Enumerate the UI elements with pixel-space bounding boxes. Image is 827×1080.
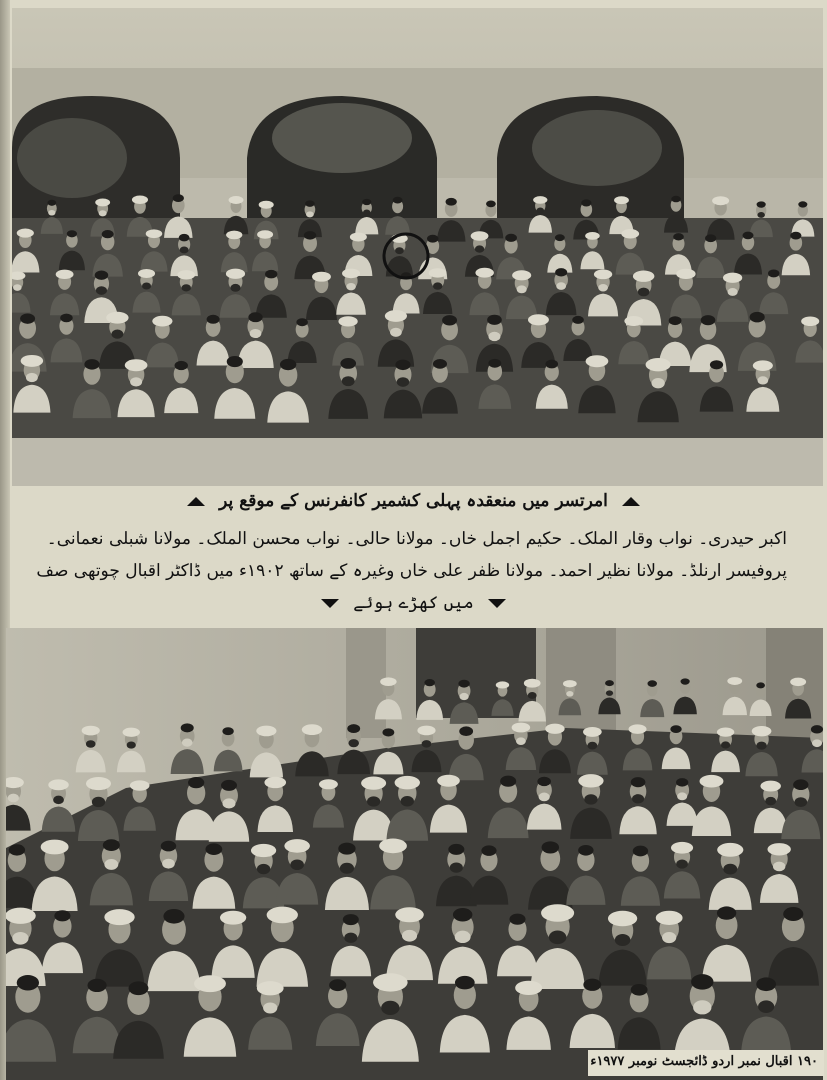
person-headwear: [343, 914, 359, 925]
person-beard: [142, 283, 151, 290]
person-beard: [290, 859, 304, 870]
person-headwear: [229, 196, 244, 204]
person-beard: [48, 210, 55, 216]
person-headwear: [385, 310, 407, 322]
person-headwear: [442, 315, 457, 325]
person-headwear: [17, 975, 39, 990]
person-headwear: [319, 779, 338, 789]
person-headwear: [130, 780, 150, 790]
person-headwear: [382, 728, 394, 736]
person-headwear: [586, 355, 609, 367]
person-headwear: [578, 774, 603, 787]
person-headwear: [760, 781, 781, 792]
person-headwear: [125, 359, 148, 371]
person-beard: [587, 742, 597, 750]
person-beard: [222, 798, 235, 808]
person-headwear: [798, 201, 807, 207]
person-headwear: [347, 724, 360, 733]
triangle-up-icon: [187, 497, 205, 506]
person-headwear: [705, 234, 716, 242]
person-beard: [342, 376, 355, 386]
caption-title: امرتسر میں منعقدہ پہلی کشمیر کانفرنس کے موقع پر: [219, 491, 608, 511]
person-headwear: [152, 316, 172, 327]
person-beard: [584, 794, 597, 804]
person-headwear: [280, 359, 296, 370]
person-headwear: [671, 842, 693, 854]
person-headwear: [509, 914, 525, 925]
person-headwear: [20, 313, 35, 323]
person-headwear: [380, 677, 396, 686]
person-beard: [13, 284, 22, 291]
person-headwear: [226, 269, 245, 279]
person-headwear: [555, 234, 565, 241]
person-headwear: [342, 269, 360, 279]
person-headwear: [264, 777, 286, 788]
person-headwear: [338, 316, 357, 326]
person-headwear: [475, 268, 493, 278]
person-beard: [723, 864, 737, 875]
person-headwear: [173, 194, 184, 202]
person-headwear: [585, 232, 600, 240]
person-headwear: [750, 312, 765, 322]
person-headwear: [106, 312, 128, 324]
person-beard: [693, 1000, 711, 1014]
person-headwear: [648, 680, 657, 687]
person-headwear: [541, 904, 574, 922]
person-beard: [26, 373, 38, 382]
page-footer: ۱۹۰ اقبال نمبر اردو ڈائجسٹ نومبر ۱۹۷۷ء: [588, 1050, 824, 1076]
person-headwear: [753, 360, 773, 371]
person-beard: [812, 739, 822, 747]
person-beard: [433, 282, 442, 289]
person-beard: [127, 741, 136, 748]
person-headwear: [581, 199, 591, 206]
person-beard: [346, 283, 356, 290]
person-beard: [8, 794, 19, 803]
person-headwear: [670, 725, 681, 733]
person-headwear: [17, 228, 34, 237]
person-headwear: [545, 360, 558, 369]
person-beard: [488, 332, 500, 341]
person-headwear: [633, 271, 654, 282]
person-headwear: [433, 359, 447, 369]
person-headwear: [424, 679, 435, 686]
person-headwear: [621, 229, 639, 238]
person-headwear: [631, 984, 648, 996]
person-headwear: [583, 727, 602, 737]
person-beard: [455, 931, 471, 943]
person-beard: [756, 742, 766, 750]
person-headwear: [95, 198, 110, 206]
person-beard: [516, 737, 526, 745]
person-headwear: [691, 974, 713, 989]
person-headwear: [84, 359, 99, 369]
person-headwear: [146, 229, 163, 238]
person-beard: [381, 1001, 399, 1015]
person-headwear: [496, 681, 509, 688]
person-headwear: [717, 906, 736, 919]
person-beard: [182, 284, 191, 291]
person-beard: [180, 247, 189, 254]
person-headwear: [486, 200, 496, 207]
person-headwear: [284, 839, 310, 853]
person-headwear: [481, 845, 496, 856]
person-headwear: [537, 777, 551, 786]
person-headwear: [459, 726, 473, 736]
person-beard: [549, 931, 567, 945]
person-headwear: [60, 314, 73, 323]
person-headwear: [608, 911, 637, 927]
person-headwear: [257, 230, 273, 238]
triangle-up-icon: [622, 497, 640, 506]
person-headwear: [710, 360, 723, 369]
person-headwear: [458, 680, 469, 688]
person-headwear: [102, 230, 114, 238]
person-headwear: [362, 199, 371, 205]
person-headwear: [194, 975, 226, 992]
person-headwear: [524, 679, 541, 688]
person-beard: [306, 211, 314, 217]
person-headwear: [188, 777, 204, 788]
person-beard: [422, 740, 432, 747]
person-beard: [475, 245, 484, 252]
person-beard: [758, 376, 769, 384]
person-headwear: [717, 843, 743, 857]
person-headwear: [681, 678, 690, 684]
person-beard: [230, 284, 240, 292]
person-beard: [539, 793, 550, 802]
person-headwear: [267, 907, 298, 924]
person-headwear: [104, 909, 134, 925]
person-beard: [765, 797, 776, 805]
person-headwear: [41, 840, 69, 855]
person-headwear: [312, 272, 331, 282]
person-headwear: [427, 235, 438, 243]
person-headwear: [86, 777, 111, 790]
person-headwear: [811, 725, 823, 733]
person-headwear: [801, 316, 819, 326]
bottom-group-photo-image: [6, 628, 823, 1080]
person-headwear: [790, 678, 806, 686]
person-headwear: [227, 356, 243, 367]
photo-caption: [20, 486, 807, 628]
person-headwear: [220, 911, 246, 925]
person-headwear: [669, 316, 682, 325]
person-headwear: [302, 724, 322, 735]
person-beard: [450, 862, 463, 872]
person-beard: [182, 738, 193, 746]
person-headwear: [631, 777, 646, 787]
person-headwear: [179, 234, 190, 241]
person-headwear: [265, 270, 277, 279]
caption-line-1: اکبر حیدری۔ نواب وقار الملک۔ حکیم اجمل خاں۔ مولانا حالی۔ نواب محسن الملک۔ مولانا شبلی نعمانی۔: [46, 529, 787, 549]
person-headwear: [305, 200, 314, 207]
person-headwear: [453, 908, 472, 921]
person-beard: [397, 377, 409, 387]
person-headwear: [56, 270, 74, 279]
person-headwear: [373, 973, 408, 991]
person-headwear: [161, 841, 176, 852]
person-headwear: [533, 196, 547, 204]
person-headwear: [512, 270, 531, 280]
person-headwear: [361, 777, 386, 790]
person-beard: [615, 934, 631, 946]
caption-line-3: میں کھڑے ہوئے: [353, 593, 474, 613]
person-headwear: [248, 312, 262, 322]
person-headwear: [67, 230, 77, 237]
person-beard: [728, 288, 738, 296]
person-headwear: [256, 726, 276, 737]
person-headwear: [163, 909, 184, 924]
caption-line-2: پروفیسر ارنلڈ۔ مولانا نظیر احمد۔ مولانا ظفر علی خاں وغیرہ کے ساتھ ۱۹۰۲ء میں ڈاکٹر اقبال چوتھی صف: [36, 561, 787, 581]
person-headwear: [700, 775, 724, 788]
person-headwear: [676, 778, 688, 786]
person-headwear: [340, 358, 356, 369]
person-headwear: [605, 680, 614, 686]
person-headwear: [259, 201, 274, 209]
person-headwear: [555, 268, 567, 276]
person-headwear: [222, 727, 233, 735]
person-headwear: [429, 268, 447, 277]
person-beard: [556, 282, 566, 290]
person-beard: [676, 859, 688, 868]
person-beard: [721, 741, 730, 748]
triangle-down-icon: [488, 599, 506, 608]
person-headwear: [676, 269, 695, 279]
person-beard: [363, 209, 370, 215]
person-headwear: [671, 196, 680, 203]
person-headwear: [701, 315, 716, 325]
person-headwear: [221, 780, 237, 791]
bottom-group-photo: [6, 628, 823, 1080]
person-headwear: [129, 981, 149, 995]
person-beard: [566, 691, 573, 697]
person-beard: [53, 796, 64, 804]
person-headwear: [583, 979, 601, 991]
person-headwear: [646, 358, 671, 371]
person-beard: [598, 284, 608, 292]
person-headwear: [578, 845, 593, 856]
person-beard: [96, 286, 107, 295]
person-headwear: [487, 315, 502, 325]
person-headwear: [395, 907, 424, 922]
person-headwear: [395, 776, 420, 789]
person-headwear: [132, 196, 148, 205]
person-headwear: [572, 316, 584, 324]
person-headwear: [138, 269, 155, 278]
person-headwear: [633, 846, 648, 857]
person-headwear: [181, 723, 194, 732]
person-headwear: [455, 976, 475, 990]
person-beard: [367, 796, 380, 806]
person-headwear: [446, 198, 457, 206]
person-headwear: [594, 269, 612, 279]
caption-title-row: [20, 490, 807, 511]
triangle-down-icon: [321, 599, 339, 608]
person-headwear: [505, 234, 517, 242]
person-headwear: [629, 724, 647, 734]
person-beard: [795, 797, 808, 807]
person-headwear: [87, 979, 106, 992]
person-beard: [12, 932, 28, 945]
person-beard: [250, 329, 262, 338]
person-headwear: [6, 908, 36, 924]
person-headwear: [793, 779, 808, 790]
person-headwear: [712, 196, 729, 205]
person-headwear: [123, 728, 140, 737]
person-headwear: [448, 844, 464, 855]
person-headwear: [257, 981, 284, 995]
person-beard: [401, 796, 414, 806]
person-beard: [606, 690, 613, 696]
person-headwear: [226, 231, 242, 240]
person-headwear: [9, 844, 25, 855]
person-beard: [99, 210, 107, 216]
person-headwear: [296, 318, 307, 326]
person-headwear: [437, 775, 460, 787]
person-headwear: [82, 726, 100, 736]
person-headwear: [95, 271, 109, 280]
person-headwear: [395, 360, 410, 370]
person-headwear: [756, 682, 765, 688]
person-beard: [758, 1000, 774, 1013]
person-beard: [340, 863, 354, 874]
person-headwear: [338, 843, 355, 855]
person-headwear: [207, 315, 220, 324]
person-headwear: [742, 232, 753, 240]
person-beard: [638, 288, 649, 297]
person-headwear: [790, 232, 801, 240]
person-beard: [348, 739, 359, 747]
person-headwear: [417, 726, 435, 736]
person-beard: [104, 859, 118, 870]
person-headwear: [542, 841, 560, 853]
person-headwear: [656, 911, 683, 925]
person-headwear: [103, 839, 120, 851]
person-beard: [773, 862, 785, 872]
person-headwear: [471, 231, 489, 240]
person-beard: [263, 1002, 277, 1013]
person-beard: [344, 933, 357, 943]
person-headwear: [47, 200, 56, 206]
person-beard: [162, 859, 175, 869]
person-beard: [632, 794, 644, 803]
person-headwear: [205, 843, 222, 855]
person-headwear: [379, 839, 407, 854]
person-headwear: [563, 680, 577, 687]
person-beard: [459, 693, 468, 700]
person-beard: [517, 285, 527, 293]
caption-line-3-row: [40, 592, 787, 613]
person-headwear: [304, 231, 316, 240]
person-beard: [537, 207, 545, 213]
person-headwear: [783, 907, 803, 921]
top-group-photo: [12, 8, 823, 486]
person-headwear: [756, 977, 776, 991]
person-headwear: [727, 677, 742, 685]
person-beard: [662, 932, 676, 943]
person-headwear: [175, 361, 188, 370]
person-beard: [395, 247, 404, 254]
person-beard: [528, 692, 537, 699]
person-beard: [111, 330, 123, 339]
person-headwear: [500, 776, 516, 787]
person-headwear: [673, 233, 684, 240]
person-beard: [390, 328, 402, 337]
person-headwear: [251, 844, 276, 857]
person-headwear: [512, 723, 531, 733]
person-headwear: [515, 981, 542, 995]
person-headwear: [614, 196, 629, 204]
person-beard: [130, 377, 142, 386]
person-headwear: [350, 232, 367, 241]
person-headwear: [329, 979, 346, 991]
person-beard: [651, 378, 664, 388]
person-beard: [257, 864, 270, 874]
person-headwear: [48, 779, 68, 790]
person-beard: [92, 797, 105, 807]
person-headwear: [717, 728, 734, 737]
person-headwear: [488, 359, 501, 368]
person-headwear: [768, 269, 779, 277]
person-headwear: [767, 843, 790, 855]
person-headwear: [723, 273, 742, 283]
top-group-photo-image: [12, 8, 823, 486]
person-beard: [677, 792, 687, 800]
person-beard: [86, 740, 96, 748]
person-headwear: [177, 270, 195, 279]
person-headwear: [54, 910, 70, 921]
person-headwear: [393, 197, 403, 204]
person-headwear: [545, 724, 564, 734]
person-headwear: [21, 355, 44, 367]
person-headwear: [624, 316, 643, 326]
person-beard: [757, 212, 765, 218]
person-headwear: [757, 201, 766, 207]
person-beard: [402, 930, 417, 942]
person-headwear: [528, 314, 549, 325]
person-headwear: [752, 726, 772, 736]
